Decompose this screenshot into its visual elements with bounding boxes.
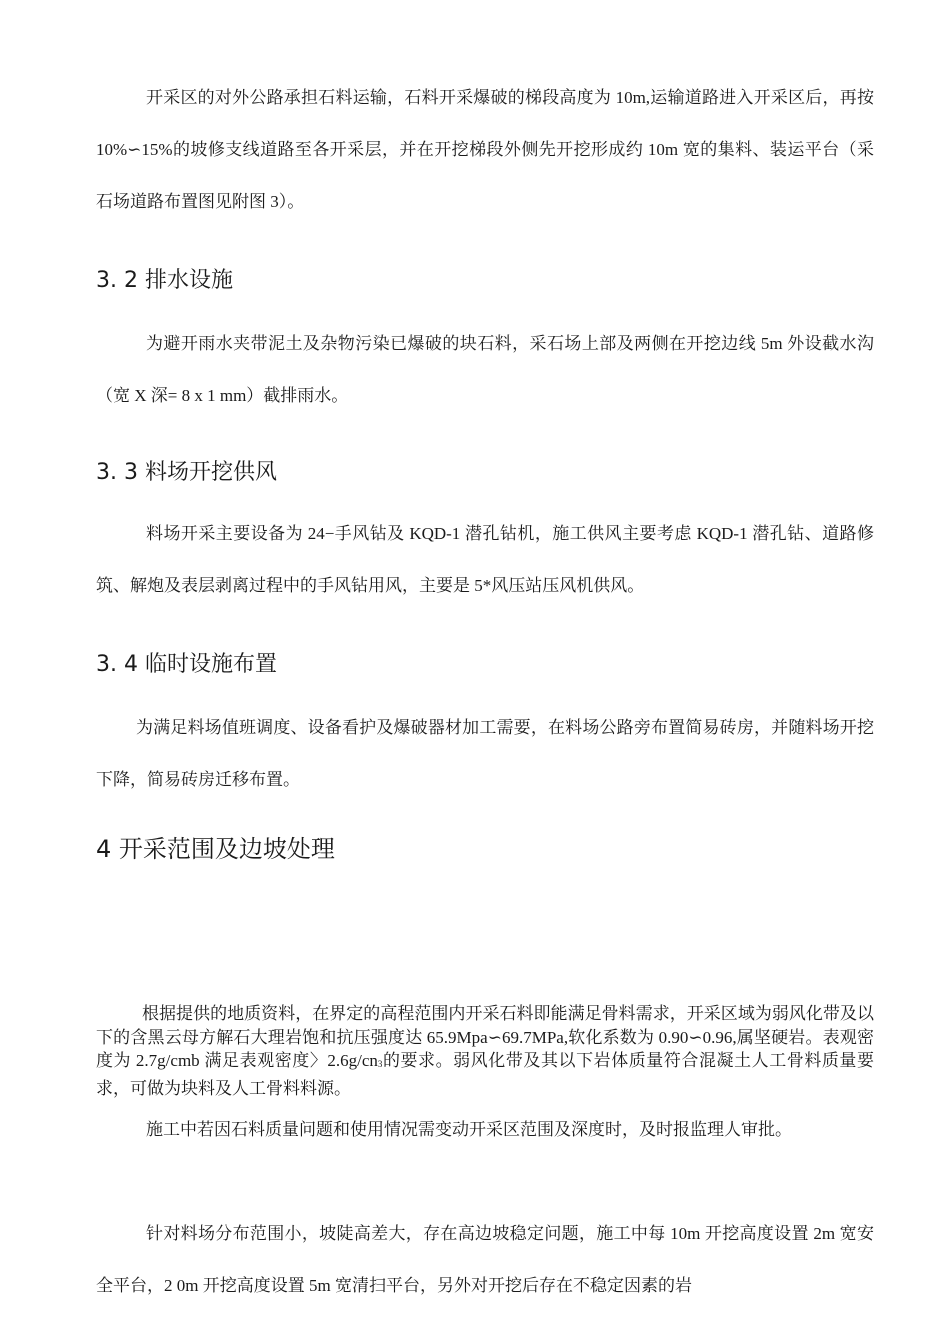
- geology-text-tail: 的要求。弱风化带及其以下岩体质量符合混凝土人工骨料质量要求，可做为块料及人工骨料料源。: [96, 1051, 874, 1098]
- geology-unit-superscript: 3: [377, 1059, 383, 1069]
- paragraph-geology: [96, 1002, 874, 1100]
- heading-mining-scope: 4 开采范围及边坡处理: [96, 835, 335, 863]
- geology-text-main: 根据提供的地质资料，在界定的高程范围内开采石料即能满足骨料需求，开采区域为弱风化带及以下的含黑云母方解石大理岩饱和抗压强度达 65.9Mpa∽69.7MPa,软化系数为 0.90∽0.96,属坚硬岩。表观密度为 2.7g/cmb 满足表观密度〉2.6g/cn: [96, 1004, 874, 1070]
- paragraph-temporary-facilities: 为满足料场值班调度、设备看护及爆破器材加工需要，在料场公路旁布置简易砖房，并随料场开挖下降，简易砖房迁移布置。: [96, 718, 874, 789]
- paragraph-drainage: 为避开雨水夹带泥土及杂物污染已爆破的块石料，采石场上部及两侧在开挖边线 5m 外设截水沟（宽 X 深= 8 x 1 mm）截排雨水。: [96, 334, 874, 405]
- paragraph-slope-treatment: 针对料场分布范围小，坡陡高差大，存在高边坡稳定问题，施工中每 10m 开挖高度设置 2m 宽安全平台，2 0m 开挖高度设置 5m 宽清扫平台，另外对开挖后存在不稳定因素的岩: [96, 1224, 874, 1295]
- heading-temporary-facilities: 3. 4 临时设施布置: [96, 652, 277, 677]
- paragraph-transport-road: 开采区的对外公路承担石料运输，石料开采爆破的梯段高度为 10m,运输道路进入开采区后，再按 10%∽15%的坡修支线道路至各开采层，并在开挖梯段外侧先开挖形成约 10m 宽的集料、装运平台（采石场道路布置图见附图 3）。: [96, 88, 874, 211]
- paragraph-scope-change: 施工中若因石料质量问题和使用情况需变动开采区范围及深度时，及时报监理人审批。: [146, 1120, 792, 1139]
- heading-drainage: 3. 2 排水设施: [96, 268, 233, 293]
- paragraph-air-supply: 料场开采主要设备为 24−手风钻及 KQD-1 潜孔钻机，施工供风主要考虑 KQD-1 潜孔钻、道路修筑、解炮及表层剥离过程中的手风钻用风，主要是 5*风压站压风机供风。: [96, 524, 874, 595]
- heading-air-supply: 3. 3 料场开挖供风: [96, 460, 277, 485]
